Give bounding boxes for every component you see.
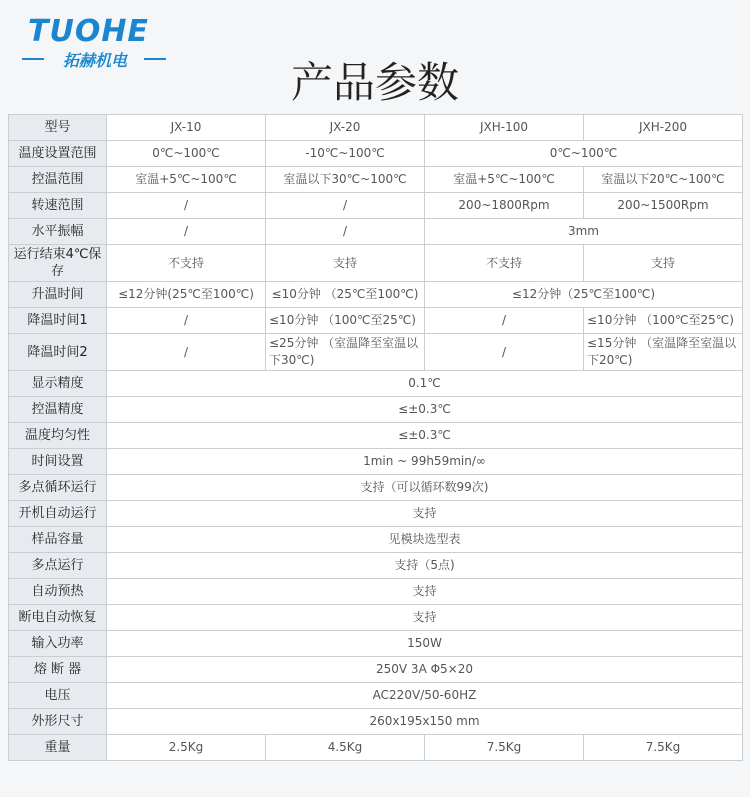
- cell: JX-20: [266, 115, 425, 141]
- cell: ≤10分钟 （100℃至25℃): [266, 308, 425, 334]
- spec-table: [8, 114, 743, 761]
- row-label: 多点运行: [9, 553, 107, 579]
- table-row: [9, 553, 743, 579]
- cell: 支持（5点): [107, 553, 743, 579]
- cell: 室温以下20℃~100℃: [584, 167, 743, 193]
- page-title: 产品参数: [290, 58, 459, 107]
- cell: /: [107, 308, 266, 334]
- table-row: [9, 579, 743, 605]
- row-label: 电压: [9, 683, 107, 709]
- logo-subtext: 拓赫机电: [62, 51, 127, 70]
- cell: 1min ~ 99h59min/∞: [107, 449, 743, 475]
- cell: 不支持: [107, 245, 266, 282]
- cell: 室温+5℃~100℃: [425, 167, 584, 193]
- row-label: 显示精度: [9, 371, 107, 397]
- cell: 0℃~100℃: [107, 141, 266, 167]
- cell: /: [266, 193, 425, 219]
- cell: -10℃~100℃: [266, 141, 425, 167]
- row-label: 运行结束4℃保存: [9, 245, 107, 282]
- cell: 4.5Kg: [266, 735, 425, 761]
- cell: /: [107, 334, 266, 371]
- table-row: [9, 167, 743, 193]
- table-row: [9, 397, 743, 423]
- table-row: [9, 449, 743, 475]
- cell: JX-10: [107, 115, 266, 141]
- cell: 支持: [266, 245, 425, 282]
- table-row: [9, 605, 743, 631]
- table-row: [9, 475, 743, 501]
- cell: /: [425, 308, 584, 334]
- cell: 0℃~100℃: [425, 141, 743, 167]
- cell: 7.5Kg: [584, 735, 743, 761]
- cell: JXH-200: [584, 115, 743, 141]
- cell: ≤15分钟 （室温降至室温以下20℃): [584, 334, 743, 371]
- row-label: 控温精度: [9, 397, 107, 423]
- cell: 250V 3A Φ5×20: [107, 657, 743, 683]
- row-label: 温度均匀性: [9, 423, 107, 449]
- cell: 260x195x150 mm: [107, 709, 743, 735]
- row-label: 升温时间: [9, 282, 107, 308]
- cell: ≤±0.3℃: [107, 397, 743, 423]
- table-row: [9, 501, 743, 527]
- cell: JXH-100: [425, 115, 584, 141]
- row-label: 重量: [9, 735, 107, 761]
- row-label: 熔 断 器: [9, 657, 107, 683]
- table-row: [9, 683, 743, 709]
- table-row: [9, 141, 743, 167]
- cell: /: [425, 334, 584, 371]
- table-row: [9, 334, 743, 371]
- logo-text: TUOHE: [28, 14, 149, 49]
- row-label: 输入功率: [9, 631, 107, 657]
- table-row: [9, 219, 743, 245]
- cell: 0.1℃: [107, 371, 743, 397]
- table-row: [9, 371, 743, 397]
- cell: 见模块选型表: [107, 527, 743, 553]
- row-label: 时间设置: [9, 449, 107, 475]
- cell: 室温+5℃~100℃: [107, 167, 266, 193]
- cell: 支持（可以循环数99次): [107, 475, 743, 501]
- table-row: [9, 308, 743, 334]
- row-label: 外形尺寸: [9, 709, 107, 735]
- row-label: 控温范围: [9, 167, 107, 193]
- row-label: 开机自动运行: [9, 501, 107, 527]
- table-row: [9, 527, 743, 553]
- cell: ≤10分钟 （25℃至100℃): [266, 282, 425, 308]
- cell: 150W: [107, 631, 743, 657]
- cell: ≤±0.3℃: [107, 423, 743, 449]
- cell: ≤25分钟 （室温降至室温以下30℃): [266, 334, 425, 371]
- cell: ≤10分钟 （100℃至25℃): [584, 308, 743, 334]
- cell: /: [107, 193, 266, 219]
- row-label: 型号: [9, 115, 107, 141]
- cell: 支持: [107, 605, 743, 631]
- cell: /: [107, 219, 266, 245]
- cell: 200~1500Rpm: [584, 193, 743, 219]
- cell: /: [266, 219, 425, 245]
- row-label: 多点循环运行: [9, 475, 107, 501]
- cell: AC220V/50-60HZ: [107, 683, 743, 709]
- table-row: [9, 735, 743, 761]
- table-row: [9, 115, 743, 141]
- cell: 支持: [107, 501, 743, 527]
- cell: 3mm: [425, 219, 743, 245]
- table-row: [9, 657, 743, 683]
- cell: 室温以下30℃~100℃: [266, 167, 425, 193]
- cell: 200~1800Rpm: [425, 193, 584, 219]
- table-row: [9, 282, 743, 308]
- table-row: [9, 423, 743, 449]
- cell: 支持: [107, 579, 743, 605]
- row-label: 水平振幅: [9, 219, 107, 245]
- cell: 2.5Kg: [107, 735, 266, 761]
- cell: ≤12分钟（25℃至100℃): [425, 282, 743, 308]
- row-label: 温度设置范围: [9, 141, 107, 167]
- row-label: 断电自动恢复: [9, 605, 107, 631]
- row-label: 样品容量: [9, 527, 107, 553]
- row-label: 降温时间1: [9, 308, 107, 334]
- table-row: [9, 193, 743, 219]
- cell: 不支持: [425, 245, 584, 282]
- row-label: 转速范围: [9, 193, 107, 219]
- table-row: [9, 245, 743, 282]
- table-row: [9, 631, 743, 657]
- cell: 支持: [584, 245, 743, 282]
- row-label: 降温时间2: [9, 334, 107, 371]
- table-row: [9, 709, 743, 735]
- cell: ≤12分钟(25℃至100℃): [107, 282, 266, 308]
- row-label: 自动预热: [9, 579, 107, 605]
- cell: 7.5Kg: [425, 735, 584, 761]
